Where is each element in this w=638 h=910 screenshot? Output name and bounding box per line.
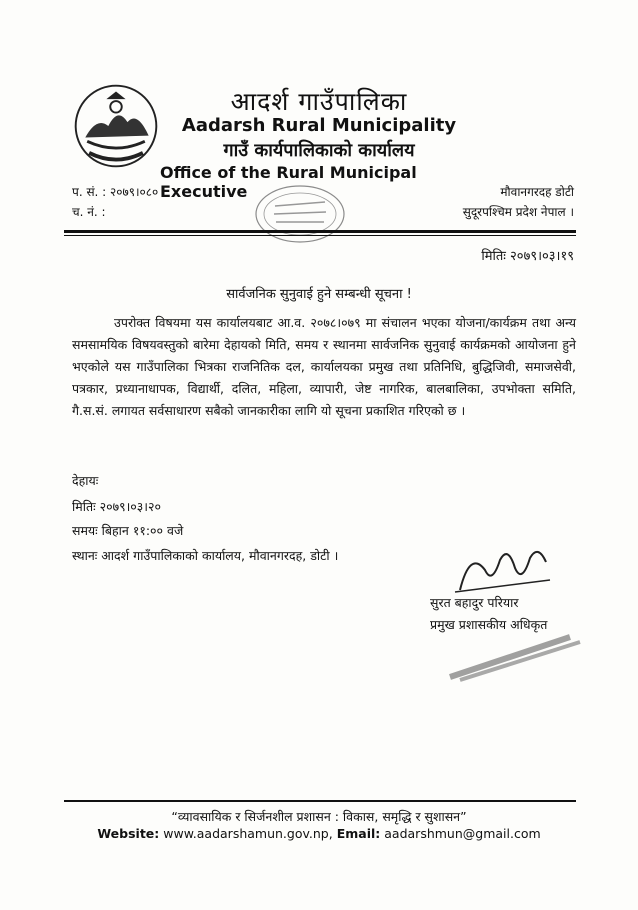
details-heading: देहायः xyxy=(72,473,99,488)
address-line-2: सुदूरपश्चिम प्रदेश नेपाल । xyxy=(462,205,574,219)
patra-sankhya: प. सं. : २०७९।०८० xyxy=(72,185,159,199)
footer-contact xyxy=(0,826,638,841)
website-link[interactable]: www.aadarshamun.gov.np, xyxy=(163,826,333,841)
signatory-rubber-stamp-icon xyxy=(440,622,590,682)
signature-block xyxy=(430,540,580,680)
office-title-english: Office of the Rural Municipal Executive xyxy=(160,163,417,201)
footer-divider xyxy=(64,800,576,802)
details-date: मितिः २०७९।०३।२० xyxy=(72,499,162,514)
footer-motto: “व्यावसायिक र सिर्जनशील प्रशासन : विकास, समृद्धि र सुशासन” xyxy=(171,809,467,824)
office-stamp-icon xyxy=(230,182,370,246)
handwritten-signature-icon xyxy=(430,540,580,600)
details-place: स्थानः आदर्श गाउँपालिकाको कार्यालय, मौवानगरदह, डोटी । xyxy=(72,548,339,563)
website-label: Website: xyxy=(97,826,160,841)
details-time: समयः बिहान ११:०० वजे xyxy=(72,523,184,538)
municipality-title-devanagari: आदर्श गाउँपालिका xyxy=(230,87,408,116)
chalani-number: च. नं. : xyxy=(72,205,106,219)
header-divider-thin xyxy=(64,235,576,236)
email-link[interactable]: aadarshmun@gmail.com xyxy=(384,826,541,841)
signatory-title: प्रमुख प्रशासकीय अधिकृत xyxy=(430,617,548,632)
body-paragraph: उपरोक्त विषयमा यस कार्यालयबाट आ.व. २०७८।०७९ मा संचालन भएका योजना/कार्यक्रम तथा अन्य समसामयिक विषयवस्तुको बारेमा देहायको मिति, समय र स्थानमा सार्वजनिक सुनुवाई कार्यक्रमको आयोजना हुने भएकोले यस गाउँपालिका भित्रका राजनितिक दल, कार्यालयका प्रमुख तथा प्रतिनिधि, बुद्धिजिवी, समाजसेवी, पत्रकार, प्रध्यानाधापक, विद्यार्थी, दलित, महिला, व्यापारी, जेष्ट नागरिक, बालबालिका, उपभोक्ता समिति, गै.स.सं. लगायत सर्वसाधारण सबैको जानकारीका लागि यो सूचना प्रकाशित गरिएको छ । xyxy=(72,315,576,418)
letter-date: मितिः २०७९।०३।१९ xyxy=(481,249,574,264)
office-title-devanagari: गाउँ कार्यपालिकाको कार्यालय xyxy=(223,140,415,161)
letter-subject: सार्वजनिक सुनुवाई हुने सम्बन्धी सूचना ! xyxy=(226,287,412,302)
email-label: Email: xyxy=(336,826,381,841)
municipality-title-english: Aadarsh Rural Municipality xyxy=(181,115,457,136)
header-divider xyxy=(64,230,576,233)
letter-body xyxy=(72,312,576,422)
address-line-1: मौवानगरदह डोटी xyxy=(500,185,574,199)
signatory-name: सुरत बहादुर परियार xyxy=(430,595,519,610)
